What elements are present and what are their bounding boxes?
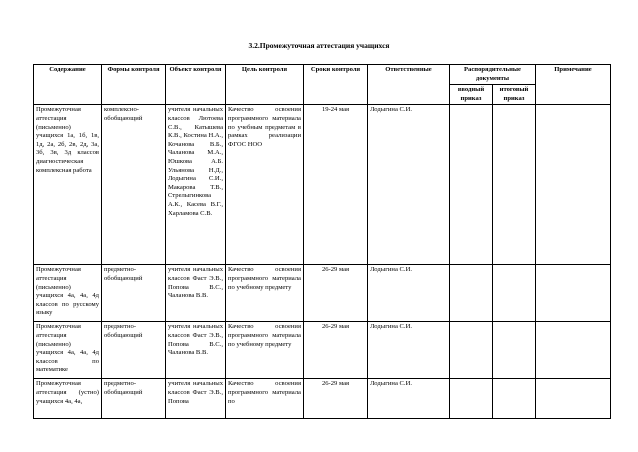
table-row	[34, 265, 611, 322]
cell-intro-order	[450, 379, 493, 419]
header-final-order: итоговый приказ	[493, 85, 536, 105]
cell-note	[536, 379, 611, 419]
cell-dates: 26-29 мая	[304, 379, 368, 419]
cell-forms: предметно-обобщающий	[102, 322, 166, 379]
cell-content: Промежуточная аттестация (письменно) учащихся 4а, 4а, 4д классов по русскому языку	[34, 265, 102, 322]
table-row	[34, 105, 611, 265]
cell-content: Промежуточная аттестация (письменно) учащихся 1а, 1б, 1в, 1д, 2а, 2б, 2в, 2д, 3а, 3б, 3в, 3д классов диагностическая комплексная работа	[34, 105, 102, 265]
cell-forms: предметно-обобщающий	[102, 379, 166, 419]
header-documents: Распорядительные документы	[450, 65, 536, 85]
cell-responsible: Лодыгина С.И.	[368, 322, 450, 379]
header-dates: Сроки контроля	[304, 65, 368, 105]
cell-object: учителя начальных классов Фаст Э.В., Попова В.С., Чаланова В.В.	[166, 265, 226, 322]
cell-note	[536, 265, 611, 322]
cell-final-order	[493, 265, 536, 322]
table-row	[34, 379, 611, 419]
cell-intro-order	[450, 105, 493, 265]
header-goal: Цель контроля	[226, 65, 304, 105]
table-row	[34, 322, 611, 379]
cell-final-order	[493, 379, 536, 419]
cell-goal: Качество освоения программного материала по учебному предмету	[226, 265, 304, 322]
cell-intro-order	[450, 322, 493, 379]
header-content: Содержание	[34, 65, 102, 105]
cell-forms: комплексно-обобщающий	[102, 105, 166, 265]
cell-forms: предметно-обобщающий	[102, 265, 166, 322]
cell-responsible: Лодыгина С.И.	[368, 265, 450, 322]
cell-note	[536, 105, 611, 265]
cell-dates: 19-24 мая	[304, 105, 368, 265]
cell-content: Промежуточная аттестация (письменно) учащихся 4а, 4а, 4д классов по математике	[34, 322, 102, 379]
cell-dates: 26-29 мая	[304, 265, 368, 322]
header-object: Объект контроля	[166, 65, 226, 105]
cell-responsible: Лодыгина С.И.	[368, 379, 450, 419]
cell-intro-order	[450, 265, 493, 322]
attestation-table	[33, 64, 611, 419]
cell-object: учителя начальных классов Фаст Э.В., Попова В.С., Чаланова В.В.	[166, 322, 226, 379]
cell-final-order	[493, 322, 536, 379]
cell-goal: Качество освоения программного материала по	[226, 379, 304, 419]
cell-final-order	[493, 105, 536, 265]
cell-goal: Качество освоения программного материала по учебному предмету	[226, 322, 304, 379]
table-header-row	[34, 65, 611, 85]
cell-note	[536, 322, 611, 379]
header-forms: Формы контроля	[102, 65, 166, 105]
header-note: Примечание	[536, 65, 611, 105]
cell-object: учителя начальных классов Лютоева С.В., Катышева К.В., Костина Н.А., Кочанова В.Б., Чаланова М.А., Юшкова А.Б. Ульянова Н.Д., Лодыгина С.И., Макарова Т.В., Стрелыгинкова А.К., Касева В.Г., Харламова С.В.	[166, 105, 226, 265]
cell-content: Промежуточная аттестация (устно) учащихся 4а, 4а,	[34, 379, 102, 419]
cell-object: учителя начальных классов Фаст Э.В., Попова	[166, 379, 226, 419]
section-title: 3.2.Промежуточная аттестация учащихся	[248, 41, 390, 50]
cell-goal: Качество освоения программного материала по учебным предметам в рамках реализации ФГОС НОО	[226, 105, 304, 265]
header-responsible: Ответственные	[368, 65, 450, 105]
cell-dates: 26-29 мая	[304, 322, 368, 379]
cell-responsible: Лодыгина С.И.	[368, 105, 450, 265]
header-intro-order: вводный приказ	[450, 85, 493, 105]
